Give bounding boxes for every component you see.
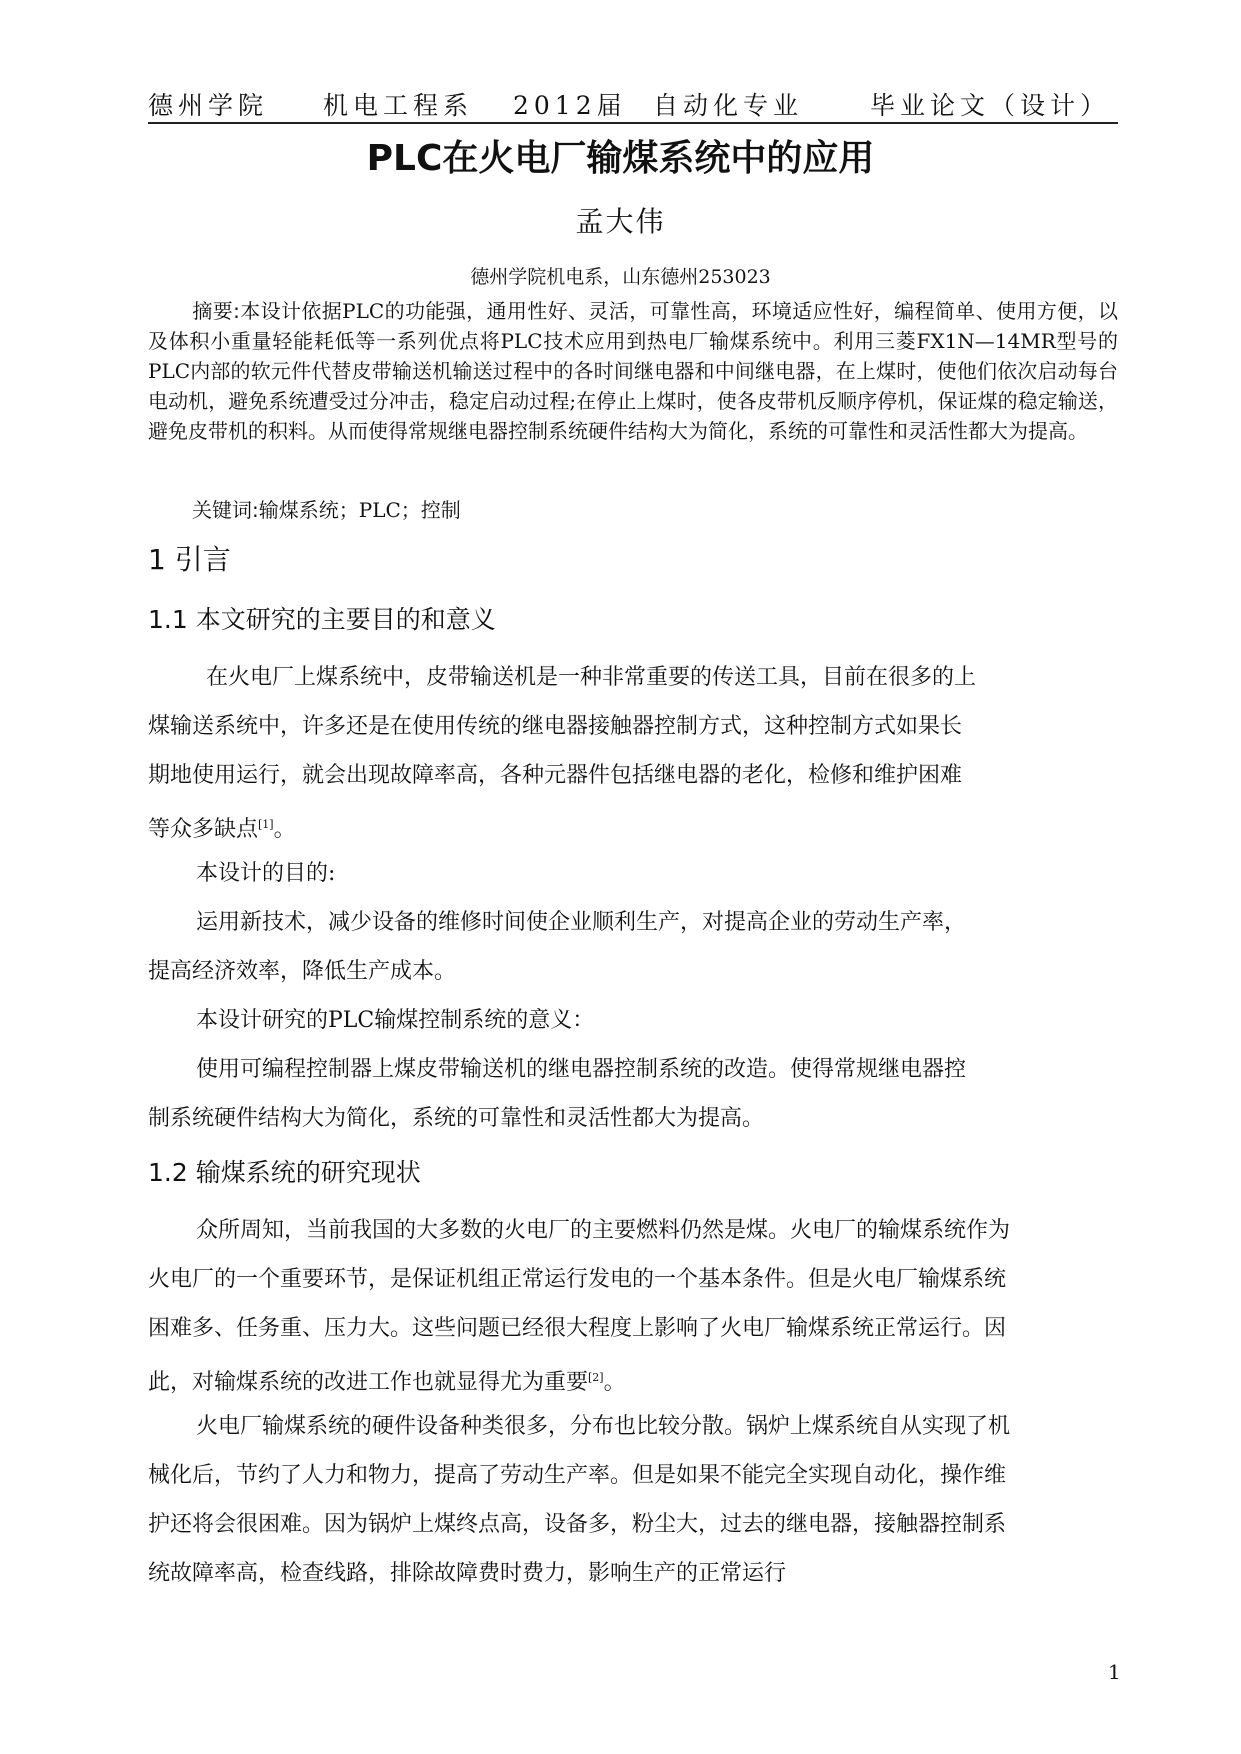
section-heading-1-1: 1.1 本文研究的主要目的和意义 bbox=[148, 605, 496, 634]
text-line: 火电厂输煤系统的硬件设备种类很多，分布也比较分散。锅炉上煤系统自从实现了机 bbox=[196, 1414, 1011, 1439]
keywords bbox=[192, 494, 461, 523]
paragraph-1-2-b bbox=[148, 1402, 1118, 1598]
abstract bbox=[148, 296, 1118, 446]
text-line: 火电厂的一个重要环节，是保证机组正常运行发电的一个基本条件。但是火电厂输煤系统 bbox=[148, 1267, 1007, 1292]
keywords-text: 输煤系统；PLC；控制 bbox=[258, 498, 461, 522]
text-line: 本设计研究的PLC输煤控制系统的意义： bbox=[196, 1008, 595, 1033]
text-line: 运用新技术，减少设备的维修时间使企业顺利生产，对提高企业的劳动生产率， bbox=[196, 910, 967, 935]
text-line: 统故障率高，检查线路，排除故障费时费力，影响生产的正常运行 bbox=[148, 1561, 787, 1586]
header-major: 自动化专业 bbox=[653, 91, 804, 120]
text-line: 本设计的目的: bbox=[196, 861, 336, 886]
header-dept: 机电工程系 bbox=[323, 91, 474, 120]
paragraph-1-1-b bbox=[148, 898, 1118, 996]
author-affiliation: 德州学院机电系，山东德州253023 bbox=[470, 266, 771, 288]
text-line: 困难多、任务重、压力大。这些问题已经很大程度上影响了火电厂输煤系统正常运行。因 bbox=[148, 1316, 1007, 1341]
paragraph-1-1-c bbox=[148, 1045, 1118, 1143]
citation-ref[interactable]: [1] bbox=[258, 818, 274, 831]
citation-ref[interactable]: [2] bbox=[588, 1371, 604, 1384]
abstract-label: 摘要: bbox=[192, 299, 240, 323]
section-heading-1: 1 引言 bbox=[148, 543, 231, 576]
author-name: 孟大伟 bbox=[575, 205, 666, 238]
abstract-text: 本设计依据PLC的功能强，通用性好、灵活，可靠性高，环境适应性好，编程简单、使用方便，以及体积小重量轻能耗低等一系列优点将PLC技术应用到热电厂输煤系统中。利用三菱FX1N—14MR型号的PLC内部的软元件代替皮带输送机输送过程中的各时间继电器和中间继电器，在上煤时，使他们依次启动每台电动机，避免系统遭受过分冲击，稳定启动过程;在停止上煤时，使各皮带机反顺序停机，保证煤的稳定输送，避免皮带机的积料。从而使得常规继电器控制系统硬件结构大为简化，系统的可靠性和灵活性都大为提高。 bbox=[148, 299, 1118, 443]
text-line-end: 。 bbox=[603, 1370, 626, 1395]
text-line: 等众多缺点 bbox=[148, 817, 259, 842]
significance-label bbox=[148, 996, 1118, 1045]
header-school: 德州学院 bbox=[148, 91, 269, 120]
text-line: 期地使用运行，就会出现故障率高，各种元器件包括继电器的老化，检修和维护困难 bbox=[148, 763, 963, 788]
header-year: 2012届 bbox=[513, 91, 627, 120]
paragraph-1-1-a bbox=[148, 653, 1118, 854]
text-line: 在火电厂上煤系统中，皮带输送机是一种非常重要的传送工具，目前在很多的上 bbox=[206, 665, 977, 690]
purpose-label bbox=[148, 849, 1118, 898]
text-line: 护还将会很困难。因为锅炉上煤终点高，设备多，粉尘大，过去的继电器，接触器控制系 bbox=[148, 1512, 1007, 1537]
text-line: 制系统硬件结构大为简化，系统的可靠性和灵活性都大为提高。 bbox=[148, 1106, 765, 1131]
paragraph-1-2-a bbox=[148, 1206, 1118, 1407]
text-line: 众所周知，当前我国的大多数的火电厂的主要燃料仍然是煤。火电厂的输煤系统作为 bbox=[196, 1218, 1011, 1243]
section-heading-1-2: 1.2 输煤系统的研究现状 bbox=[148, 1158, 421, 1187]
page-number: 1 bbox=[1108, 1660, 1121, 1684]
header-rule bbox=[148, 122, 1118, 124]
paper-title: PLC在火电厂输煤系统中的应用 bbox=[366, 138, 875, 179]
keywords-label: 关键词: bbox=[192, 498, 259, 522]
text-line: 煤输送系统中，许多还是在使用传统的继电器接触器控制方式，这种控制方式如果长 bbox=[148, 714, 963, 739]
header-doc-type: 毕业论文（设计） bbox=[870, 91, 1111, 120]
text-line: 此，对输煤系统的改进工作也就显得尤为重要 bbox=[148, 1370, 589, 1395]
text-line: 提高经济效率，降低生产成本。 bbox=[148, 959, 457, 984]
text-line: 使用可编程控制器上煤皮带输送机的继电器控制系统的改造。使得常规继电器控 bbox=[196, 1057, 967, 1082]
text-line: 械化后，节约了人力和物力，提高了劳动生产率。但是如果不能完全实现自动化，操作维 bbox=[148, 1463, 1007, 1488]
text-line-end: 。 bbox=[273, 817, 296, 842]
